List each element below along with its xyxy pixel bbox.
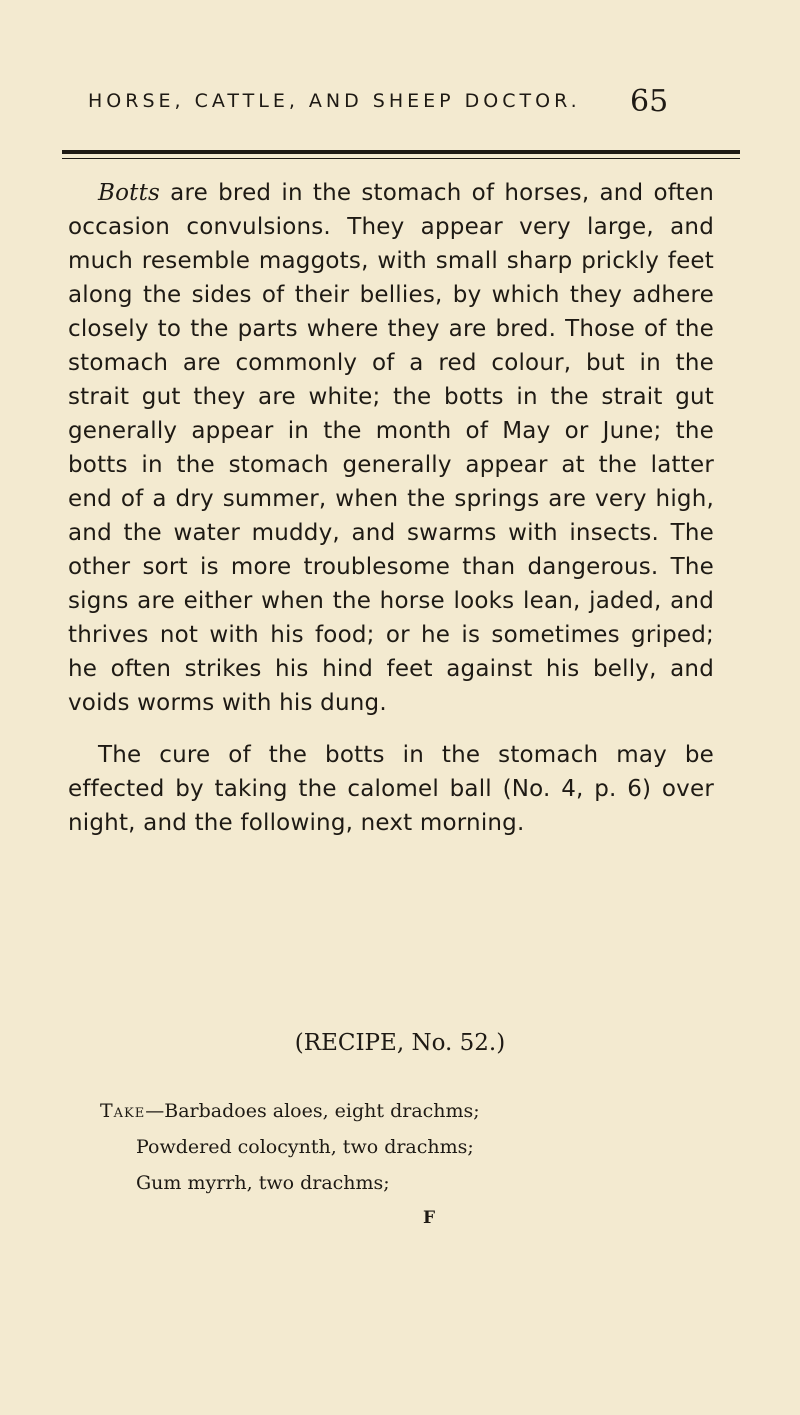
recipe-ingredient: —Barbadoes aloes, eight drachms;	[145, 1100, 480, 1122]
signature-mark: F	[423, 1208, 436, 1228]
recipe-list	[100, 1093, 700, 1201]
recipe-line	[100, 1129, 700, 1165]
header-rule-thin	[62, 158, 740, 159]
paragraph-lead-word: Botts	[98, 180, 161, 206]
body-text	[68, 176, 714, 840]
take-word: Take	[100, 1100, 146, 1122]
recipe-ingredient: Powdered colocynth, two drachms;	[136, 1136, 474, 1158]
running-head	[0, 84, 800, 124]
running-title: HORSE, CATTLE, AND SHEEP DOCTOR.	[88, 90, 581, 112]
paragraph-cure: The cure of the botts in the stomach may be effected by taking the calomel ball (No. 4, p. 6) over night, and the following, next morning.	[68, 742, 714, 836]
recipe-ingredient: Gum myrrh, two drachms;	[136, 1172, 390, 1194]
page-number: 65	[630, 84, 669, 119]
recipe-line	[100, 1165, 700, 1201]
recipe-heading: (RECIPE, No. 52.)	[294, 1030, 506, 1056]
recipe-line	[100, 1093, 700, 1129]
header-rule-thick	[62, 150, 740, 154]
paragraph-botts	[68, 176, 714, 720]
paragraph-botts-text: are bred in the stomach of horses, and often occasion convulsions. They appear very large, and much resemble maggots, with small sharp prickly feet along the sides of their bellies, by which they adhere closely to the parts where they are bred. Those of the stomach are commonly of a red colour, but in the strait gut they are white; the botts in the strait gut generally appear in the month of May or June; the botts in the stomach generally appear at the latter end of a dry summer, when the springs are very high, and the water muddy, and swarms with insects. The other sort is more troublesome than dangerous. The signs are either when the horse looks lean, jaded, and thrives not with his food; or he is sometimes griped; he often strikes his hind feet against his belly, and voids worms with his dung.	[68, 180, 714, 716]
